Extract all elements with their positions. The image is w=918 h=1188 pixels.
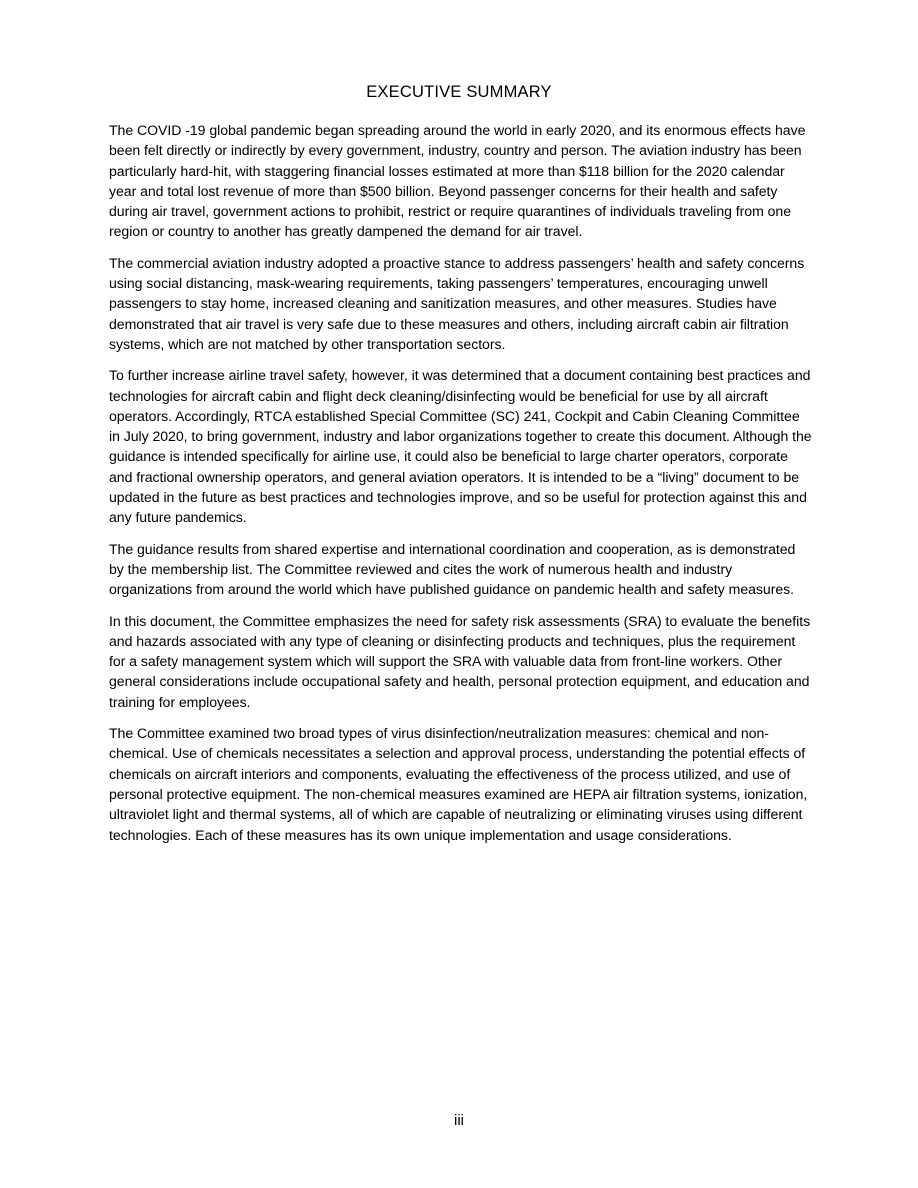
body-text <box>109 120 813 856</box>
paragraph-6: The Committee examined two broad types of virus disinfection/neutralization measures: chemical and non-chemical. Use of chemicals necessitates a selection and approval process, understanding the potential effects of chemicals on aircraft interiors and components, evaluating the effectiveness of the process utilized, and use of personal protective equipment. The non-chemical measures examined are HEPA air filtration systems, ionization, ultraviolet light and thermal systems, all of which are capable of neutralizing or eliminating viruses using different technologies. Each of these measures has its own unique implementation and usage considerations. <box>109 725 808 843</box>
paragraph-3: To further increase airline travel safety, however, it was determined that a document containing best practices and technologies for aircraft cabin and flight deck cleaning/disinfecting would be beneficial for use by all aircraft operators. Accordingly, RTCA established Special Committee (SC) 241, Cockpit and Cabin Cleaning Committee in July 2020, to bring government, industry and labor organizations together to create this document. Although the guidance is intended specifically for airline use, it could also be beneficial to large charter operators, corporate and fractional ownership operators, and general aviation operators. It is intended to be a “living” document to be updated in the future as best practices and technologies improve, and so be useful for protection against this and any future pandemics. <box>109 367 812 526</box>
paragraph-4: The guidance results from shared expertise and international coordination and cooperation, as is demonstrated by the membership list. The Committee reviewed and cites the work of numerous health and industry organizations from around the world which have published guidance on pandemic health and safety measures. <box>109 540 796 598</box>
paragraph-1: The COVID -19 global pandemic began spreading around the world in early 2020, and its enormous effects have been felt directly or indirectly by every government, industry, country and person. The aviation industry has been particularly hard-hit, with staggering financial losses estimated at more than $118 billion for the 2020 calendar year and total lost revenue of more than $500 billion. Beyond passenger concerns for their health and safety during air travel, government actions to prohibit, restrict or require quarantines of individuals traveling from one region or country to another has greatly dampened the demand for air travel. <box>109 122 806 240</box>
paragraph-5: In this document, the Committee emphasizes the need for safety risk assessments (SRA) to evaluate the benefits and hazards associated with any type of cleaning or disinfecting products and techniques, plus the requirement for a safety management system which will support the SRA with valuable data from front-line workers. Other general considerations include occupational safety and health, personal protection equipment, and education and training for employees. <box>109 612 811 710</box>
page-number: iii <box>454 1112 464 1129</box>
page-title: EXECUTIVE SUMMARY <box>366 83 552 101</box>
paragraph-2: The commercial aviation industry adopted a proactive stance to address passengers’ health and safety concerns using social distancing, mask-wearing requirements, taking passengers’ temperatures, encouraging unwell passengers to stay home, increased cleaning and sanitization measures, and other measures. Studies have demonstrated that air travel is very safe due to these measures and others, including aircraft cabin air filtration systems, which are not matched by other transportation sectors. <box>109 254 805 352</box>
